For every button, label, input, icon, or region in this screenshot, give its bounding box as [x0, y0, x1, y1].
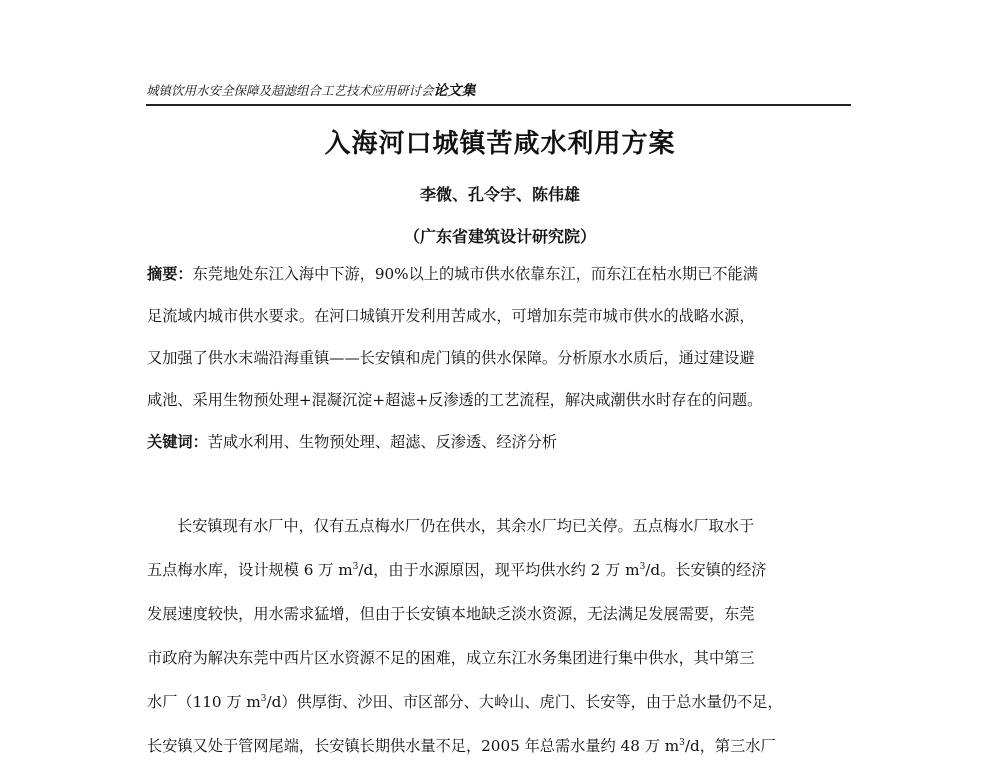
abstract-text: 东莞地处东江入海中下游，90%以上的城市供水依靠东江，而东江在枯水期已不能满 — [192, 265, 758, 283]
body-text: 水厂（110 万 m — [147, 693, 261, 711]
body-line: 长安镇现有水厂中，仅有五点梅水厂仍在供水，其余水厂均已关停。五点梅水厂取水于 — [177, 517, 755, 535]
body-text: /d，第三水厂 — [684, 737, 776, 755]
abstract-line: 足流域内城市供水要求。在河口城镇开发利用苦咸水，可增加东莞市城市供水的战略水源， — [147, 307, 755, 325]
keywords-text: 苦咸水利用、生物预处理、超滤、反渗透、经济分析 — [207, 433, 558, 451]
body-text: 长安镇又处于管网尾端，长安镇长期供水量不足，2005 年总需水量约 48 万 m — [147, 737, 680, 755]
running-header — [146, 80, 851, 106]
body-text: /d。长安镇的经济 — [645, 561, 767, 579]
body-text: /d，由于水源原因，现平均供水约 2 万 m — [358, 561, 640, 579]
journal-suffix: 论文集 — [433, 83, 476, 99]
body-line — [147, 735, 857, 757]
body-text: /d）供厚街、沙田、市区部分、大岭山、虎门、长安等，由于总水量仍不足， — [266, 693, 783, 711]
keywords-line — [147, 431, 857, 453]
abstract-line: 又加强了供水末端沿海重镇——长安镇和虎门镇的供水保障。分析原水水质后，通过建设避 — [147, 349, 755, 367]
body-line: 发展速度较快，用水需求猛增，但由于长安镇本地缺乏淡水资源，无法满足发展需要，东莞 — [147, 605, 755, 623]
body-line: 市政府为解决东莞中西片区水资源不足的困难，成立东江水务集团进行集中供水，其中第三 — [147, 649, 755, 667]
superscript: 3 — [352, 561, 359, 572]
body-line — [147, 691, 857, 713]
keywords-label: 关键词： — [147, 433, 208, 451]
abstract-line: 咸池、采用生物预处理+混凝沉淀+超滤+反渗透的工艺流程，解决咸潮供水时存在的问题。 — [147, 391, 763, 409]
superscript: 3 — [260, 693, 267, 704]
abstract-line — [147, 263, 857, 285]
affiliation: （广东省建筑设计研究院） — [403, 227, 596, 246]
body-text: 五点梅水库，设计规模 6 万 m — [147, 561, 353, 579]
superscript: 3 — [639, 561, 646, 572]
journal-name: 城镇饮用水安全保障及超滤组合工艺技术应用研讨会 — [146, 83, 434, 98]
abstract-label: 摘要： — [147, 265, 193, 283]
superscript: 3 — [679, 737, 685, 748]
body-line — [147, 559, 857, 581]
authors: 李微、孔令宇、陈伟雄 — [419, 185, 580, 204]
paper-title: 入海河口城镇苦咸水利用方案 — [324, 129, 676, 159]
